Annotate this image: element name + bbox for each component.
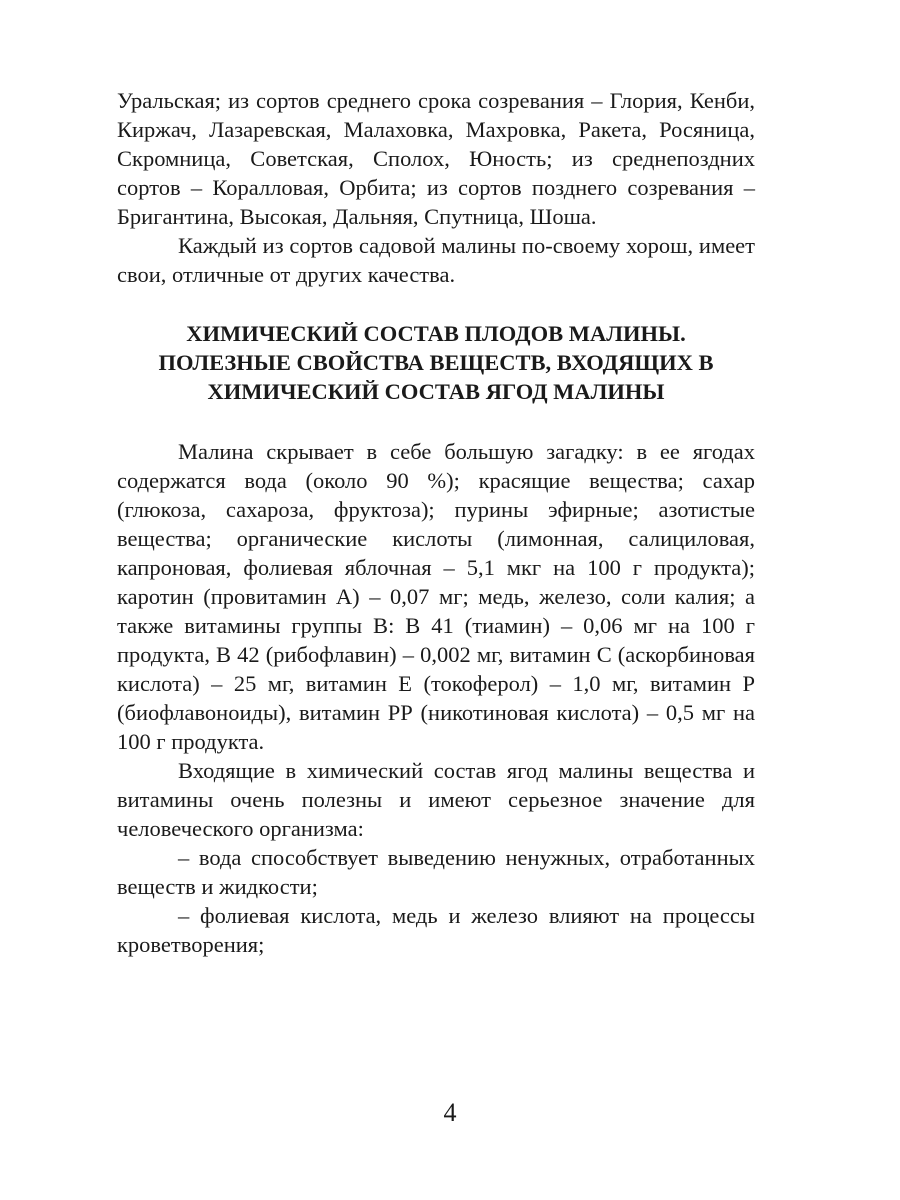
heading-line-2: ПОЛЕЗНЫЕ СВОЙСТВА ВЕЩЕСТВ, ВХОДЯЩИХ В bbox=[158, 350, 714, 375]
paragraph-varieties: Уральская; из сортов среднего срока созревания – Глория, Кенби, Киржач, Лазаревская, Малаховка, Махровка, Ракета, Росяница, Скромница, Советская, Сполох, Юность; из среднепоздних сортов – Коралловая, Орбита; из сортов позднего созревания – Бригантина, Высокая, Дальняя, Спутница, Шоша. bbox=[117, 88, 755, 229]
page-body bbox=[117, 86, 755, 959]
paragraph-chemical-composition: Малина скрывает в себе большую загадку: в ее ягодах содержатся вода (около 90 %); красящие вещества; сахар (глюкоза, сахароза, фруктоза); пурины эфирные; азотистые вещества; органические кислоты (лимонная, салициловая, капроновая, фолиевая яблочная – 5,1 мкг на 100 г продукта); каротин (провитамин А) – 0,07 мг; медь, железо, соли калия; а также витамины группы В: В 41 (тиамин) – 0,06 мг на 100 г продукта, В 42 (рибофлавин) – 0,002 мг, витамин С (аскорбиновая кислота) – 25 мг, витамин Е (токоферол) – 1,0 мг, витамин Р (биофлавоноиды), витамин РР (никотиновая кислота) – 0,5 мг на 100 г продукта. bbox=[117, 439, 755, 754]
section-heading bbox=[117, 319, 755, 406]
list-item-folic-acid: – фолиевая кислота, медь и железо влияют на процессы кроветворения; bbox=[117, 903, 755, 957]
list-item-water: – вода способствует выведению ненужных, отработанных веществ и жидкости; bbox=[117, 845, 755, 899]
page-number: 4 bbox=[443, 1098, 457, 1127]
paragraph-varieties-summary: Каждый из сортов садовой малины по-своему хорош, имеет свои, отличные от других качества. bbox=[117, 233, 755, 287]
heading-line-1: ХИМИЧЕСКИЙ СОСТАВ ПЛОДОВ МАЛИНЫ. bbox=[186, 321, 686, 346]
heading-line-3: ХИМИЧЕСКИЙ СОСТАВ ЯГОД МАЛИНЫ bbox=[207, 379, 665, 404]
paragraph-benefits-intro: Входящие в химический состав ягод малины вещества и витамины очень полезны и имеют серьезное значение для человеческого организма: bbox=[117, 758, 755, 841]
